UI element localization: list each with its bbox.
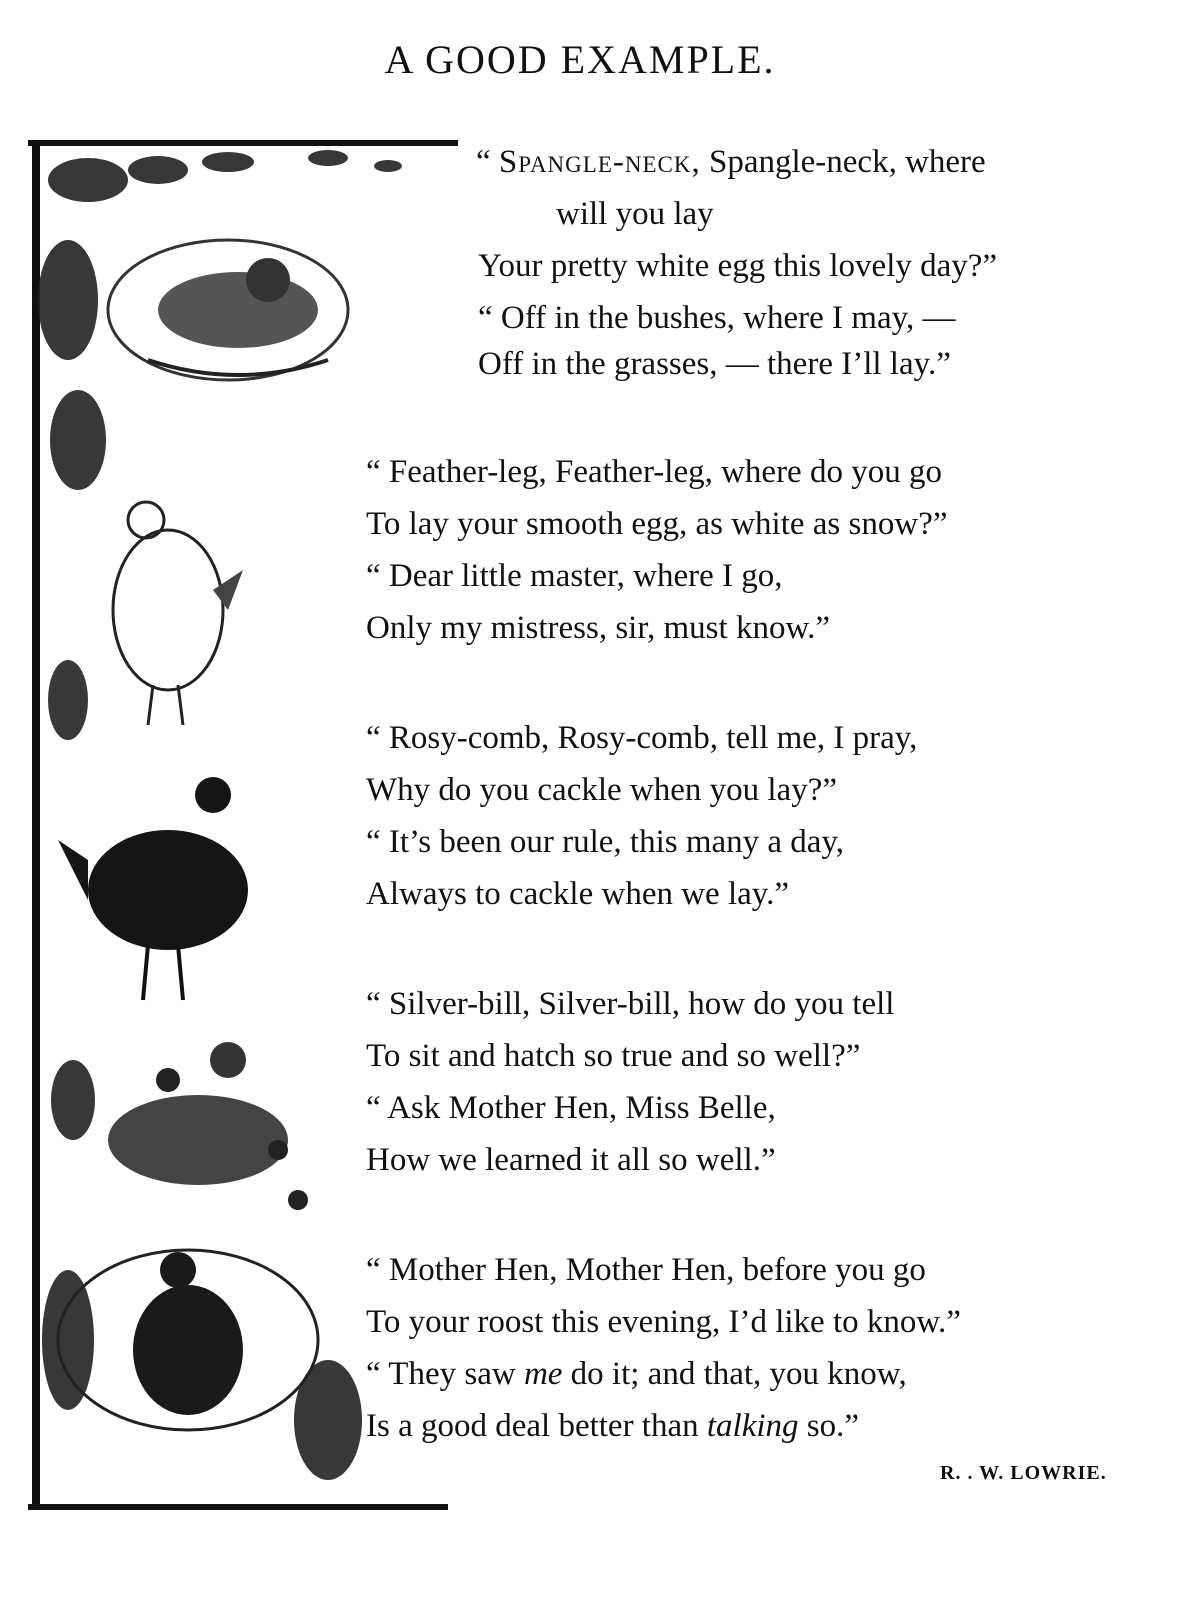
stanza-5-line-3-part-a: “ They saw	[366, 1356, 524, 1392]
stanza-5-line-4-part-a: Is a good deal better than	[366, 1408, 707, 1444]
stanza-4-line-2: To sit and hatch so true and so well?”	[366, 1038, 861, 1074]
stanza-3-line-3: “ It’s been our rule, this many a day,	[366, 824, 845, 860]
stanza-3-line-4: Always to cackle when we lay.”	[366, 876, 790, 912]
stanza-2-line-2: To lay your smooth egg, as white as snow?”	[366, 506, 948, 542]
stanza-2-line-4: Only my mistress, sir, must know.”	[366, 610, 831, 646]
stanza-1-line-5: Off in the grasses, — there I’ll lay.”	[478, 346, 951, 382]
stanza-5-line-4	[366, 1408, 859, 1445]
hen-in-bushes-icon	[58, 1250, 318, 1430]
stanza-4-line-4: How we learned it all so well.”	[366, 1142, 776, 1178]
stanza-1-line-1	[476, 144, 986, 181]
page-title: A GOOD EXAMPLE.	[384, 37, 776, 82]
stanza-1-line-2: will you lay	[556, 196, 714, 232]
spangle-neck-smallcaps: Spangle-neck,	[498, 144, 701, 180]
hen-with-chicks-icon	[108, 1042, 308, 1210]
stanza-1-line-3: Your pretty white egg this lovely day?”	[478, 248, 998, 284]
stanza-5-line-3	[366, 1356, 907, 1393]
stanza-5-line-4-emphasis: talking	[706, 1408, 799, 1444]
stanza-2-line-3: “ Dear little master, where I go,	[366, 558, 783, 594]
author-attribution: R. . W. LOWRIE.	[940, 1462, 1107, 1484]
stanza-3-line-2: Why do you cackle when you lay?”	[366, 772, 837, 808]
stanza-5-line-1: “ Mother Hen, Mother Hen, before you go	[366, 1252, 926, 1288]
standing-hen-icon	[113, 502, 243, 725]
stanza-5-line-2: To your roost this evening, I’d like to know.”	[366, 1304, 961, 1340]
stanza-1-line-1-rest: Spangle-neck, where	[700, 144, 986, 180]
dark-hen-icon	[58, 777, 248, 1000]
hen-on-nest-icon	[108, 240, 348, 380]
stanza-5-line-3-part-b: do it; and that, you know,	[562, 1356, 907, 1392]
stanza-1-line-4: “ Off in the bushes, where I may, —	[478, 300, 956, 336]
stanza-4-line-3: “ Ask Mother Hen, Miss Belle,	[366, 1090, 776, 1126]
stanza-5-line-3-emphasis: me	[523, 1356, 563, 1392]
stanza-2-line-1: “ Feather-leg, Feather-leg, where do you go	[366, 454, 942, 490]
stanza-3-line-1: “ Rosy-comb, Rosy-comb, tell me, I pray,	[366, 720, 918, 756]
stanza-5-line-4-part-b: so.”	[798, 1408, 860, 1444]
open-quote: “	[476, 144, 499, 180]
stanza-4-line-1: “ Silver-bill, Silver-bill, how do you tell	[366, 986, 895, 1022]
